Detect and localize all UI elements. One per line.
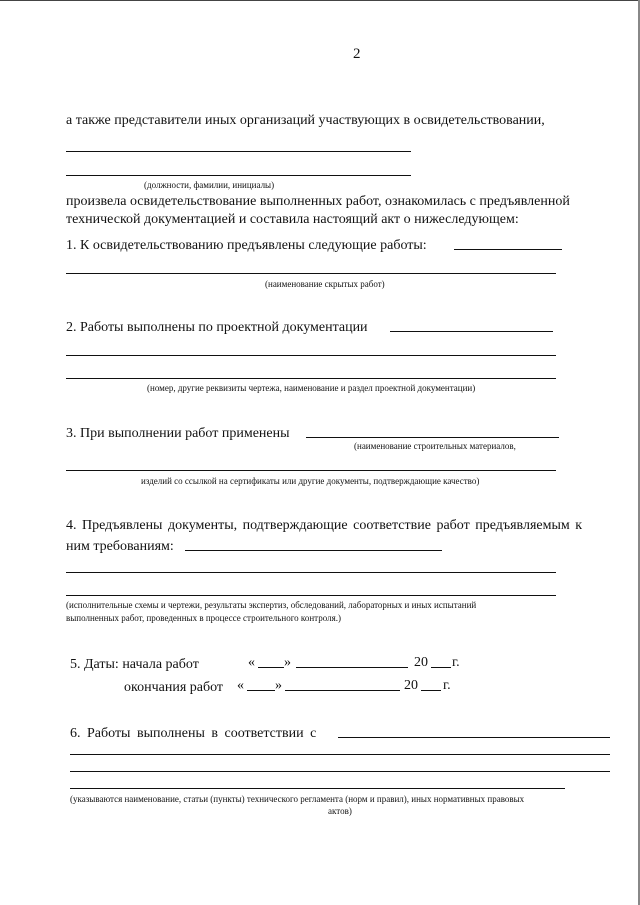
- page-number: 2: [353, 46, 361, 62]
- start-quote-open: «: [248, 655, 255, 670]
- end-label: окончания работ: [124, 680, 224, 695]
- section-2-field-inline[interactable]: [390, 331, 553, 332]
- section-6-field-line-2[interactable]: [70, 771, 610, 772]
- end-month-field[interactable]: [285, 690, 400, 691]
- section-6-field-line-1[interactable]: [70, 754, 610, 755]
- intro-line: а также представители иных организаций участвующих в освидетельствовании,: [66, 113, 545, 128]
- page-top-border: [0, 0, 640, 1]
- end-day-field[interactable]: [247, 690, 275, 691]
- intro-caption: (должности, фамилии, инициалы): [144, 180, 275, 190]
- start-day-field[interactable]: [258, 667, 284, 668]
- performed-line-1: произвела освидетельствование выполненных работ, ознакомилась с предъявленной: [66, 194, 570, 209]
- section-2-field-line-1[interactable]: [66, 355, 556, 356]
- section-4-field-line-2[interactable]: [66, 595, 556, 596]
- section-4-line-2: ним требованиям:: [66, 539, 174, 554]
- section-4-caption-2: выполненных работ, проведенных в процессе строительного контроля.): [66, 613, 341, 623]
- section-6-field-line-3[interactable]: [70, 788, 565, 789]
- section-2-field-line-2[interactable]: [66, 378, 556, 379]
- section-6-label: 6. Работы выполнены в соответствии с: [70, 726, 317, 741]
- section-3-field-line[interactable]: [66, 470, 556, 471]
- start-year-prefix: 20: [414, 655, 428, 670]
- section-3-field-inline[interactable]: [306, 437, 559, 438]
- section-4-field-line-1[interactable]: [66, 572, 556, 573]
- start-year-suffix: г.: [452, 655, 460, 670]
- section-5-label: 5. Даты: начала работ: [70, 657, 199, 672]
- section-4-field-inline[interactable]: [185, 550, 442, 551]
- section-4-line-1: 4. Предъявлены документы, подтверждающие соответствие работ предъявляемым к: [66, 518, 583, 533]
- representatives-field-line-2[interactable]: [66, 175, 411, 176]
- end-quote-close: »: [275, 678, 282, 693]
- end-year-suffix: г.: [443, 678, 451, 693]
- section-3-caption-1: (наименование строительных материалов,: [354, 441, 516, 451]
- section-4-caption-1: (исполнительные схемы и чертежи, результаты экспертиз, обследований, лабораторных и иных испытаний: [66, 600, 477, 610]
- section-1-label: 1. К освидетельствованию предъявлены следующие работы:: [66, 238, 427, 253]
- representatives-field-line-1[interactable]: [66, 151, 411, 152]
- section-1-field-inline[interactable]: [454, 249, 562, 250]
- section-2-label: 2. Работы выполнены по проектной документации: [66, 320, 368, 335]
- performed-line-2: технической документацией и составила настоящий акт о нижеследующем:: [66, 212, 519, 227]
- end-quote-open: «: [237, 678, 244, 693]
- end-year-prefix: 20: [404, 678, 418, 693]
- start-quote-close: »: [284, 655, 291, 670]
- section-6-caption-2: актов): [328, 806, 352, 816]
- section-1-field-line[interactable]: [66, 273, 556, 274]
- section-6-caption-1: (указываются наименование, статьи (пункты) технического регламента (норм и правил), иных нормативных правовых: [70, 794, 525, 804]
- section-1-caption: (наименование скрытых работ): [265, 279, 385, 289]
- end-year-field[interactable]: [421, 690, 441, 691]
- section-3-label: 3. При выполнении работ применены: [66, 426, 290, 441]
- section-2-caption: (номер, другие реквизиты чертежа, наименование и раздел проектной документации): [147, 383, 476, 393]
- start-year-field[interactable]: [431, 667, 451, 668]
- section-6-field-inline[interactable]: [338, 737, 610, 738]
- section-3-caption-2: изделий со ссылкой на сертификаты или другие документы, подтверждающие качество): [141, 476, 480, 486]
- start-month-field[interactable]: [296, 667, 408, 668]
